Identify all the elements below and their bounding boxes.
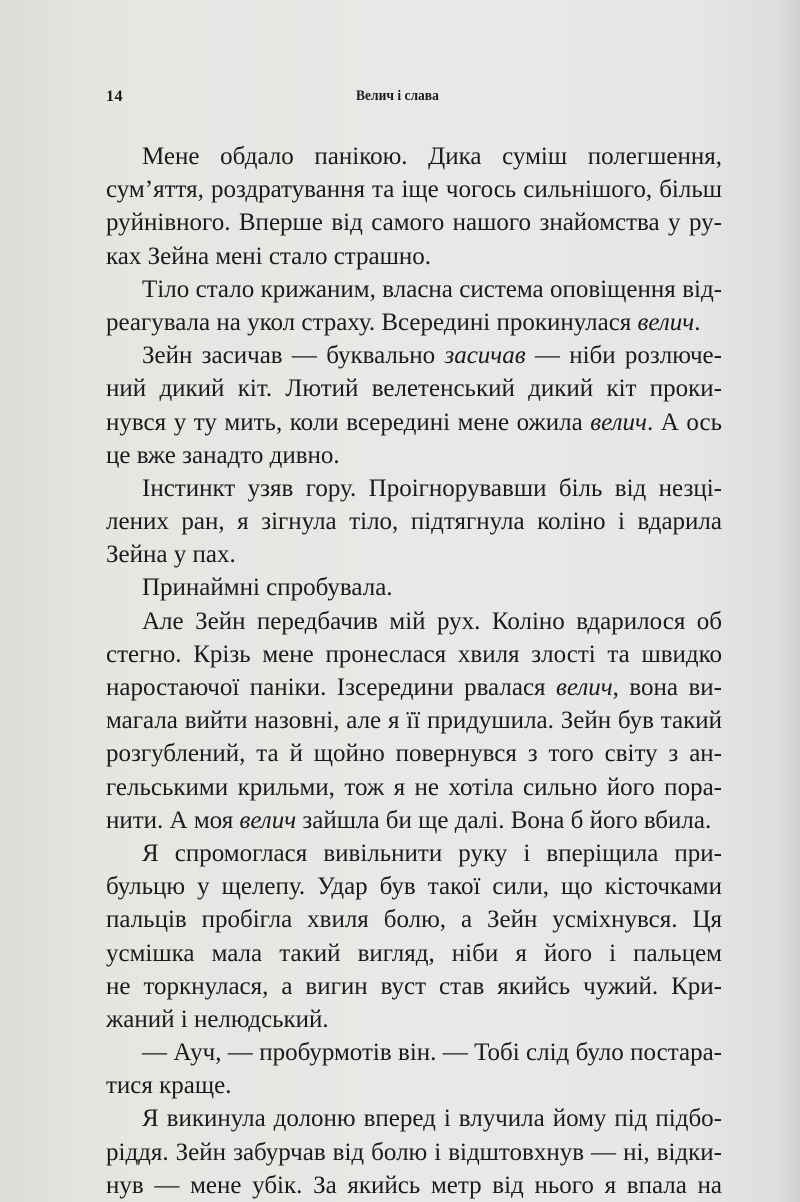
text-line: ний дикий кіт. Лютий велетенський дикий кіт проки- [106, 375, 722, 403]
text-run: зайшла би ще далі. Вона б його вбила. [296, 806, 712, 834]
paragraph [106, 571, 722, 604]
text-line: тися краще. [106, 1072, 232, 1100]
text-line: Зейна у пах. [106, 541, 236, 569]
text-run: реагувала на укол страху. Всередині прокинулася [106, 308, 638, 336]
text-line: стегно. Крізь мене пронеслася хвиля злості та швидко [106, 640, 722, 668]
italic-emphasis: велич [556, 674, 613, 701]
text-line: Але Зейн передбачив мій рух. Коліно вдарилося об [142, 607, 722, 635]
text-line [106, 339, 722, 372]
text-line: лених ран, я зігнула тіло, підтягнула коліно і вдарила [106, 508, 722, 536]
paragraph [106, 837, 722, 1036]
page-number: 14 [106, 88, 123, 105]
paragraph [106, 273, 722, 339]
running-header [106, 88, 722, 112]
text-run: наростаючої паніки. Ізсередини рвалася [106, 674, 557, 701]
text-line: Я викинула долоню вперед і влучила йому під підбо- [142, 1105, 722, 1133]
text-line: ріддя. Зейн забурчав від болю і відштовхнув — ні, відки- [106, 1138, 722, 1166]
text-run: — ніби розлюче- [525, 342, 722, 370]
text-line: Мене обдало панікою. Дика суміш полегшення, [142, 143, 722, 170]
text-run: , вона ви- [612, 674, 722, 701]
text-line: Тіло стало крижаним, власна система оповіщення від- [142, 275, 722, 303]
paragraph [106, 339, 722, 472]
text-line: руйнівного. Вперше від самого нашого знайомства у ру- [106, 209, 722, 237]
paragraph [106, 1102, 722, 1202]
italic-emphasis: засичав [444, 342, 526, 370]
text-run: Зейн засичав — буквально [142, 342, 445, 370]
text-line: ках Зейна мені стало страшно. [106, 242, 431, 270]
book-title: Велич і слава [356, 88, 439, 104]
text-line: гельськими крильми, тож я не хотіла сильно його пора- [106, 773, 722, 801]
text-line [106, 406, 722, 439]
italic-emphasis: велич [590, 408, 647, 436]
text-line: нув — мене убік. За якийсь метр від нього я впала на [106, 1171, 722, 1199]
italic-emphasis: велич [637, 308, 695, 336]
text-line: розгублений, та й щойно повернувся з того світу з ан- [106, 740, 722, 768]
text-run: . [694, 308, 701, 336]
text-line [106, 671, 722, 704]
text-line: жаний і нелюдський. [106, 1005, 329, 1033]
paragraph [106, 605, 722, 837]
paragraph [106, 472, 722, 572]
body-text [106, 140, 722, 1202]
text-line: пальців пробігла хвиля болю, а Зейн усміхнувся. Ця [106, 906, 722, 934]
paragraph [106, 1036, 722, 1102]
text-line: — Ауч, — пробурмотів він. — Тобі слід було постара- [142, 1039, 722, 1067]
text-line: Інстинкт узяв гору. Проігнорувавши біль від незці- [142, 474, 722, 502]
text-line: усмішка мала такий вигляд, ніби я його і пальцем [106, 939, 722, 967]
text-run: нити. А моя [106, 806, 240, 834]
text-line: це вже занадто дивно. [106, 441, 340, 469]
text-line [106, 306, 722, 339]
text-line: сум’яття, роздратування та іще чогось сильнішого, більш [106, 176, 722, 204]
text-run: . А ось [646, 408, 722, 436]
italic-emphasis: велич [239, 806, 297, 834]
paragraph [106, 140, 722, 273]
text-line [106, 804, 722, 837]
text-line: Принаймні спробувала. [142, 574, 393, 602]
text-run: нувся у ту мить, коли всередині мене ожила [106, 408, 591, 436]
text-line: Я спромоглася вивільнити руку і вперіщила при- [142, 839, 722, 867]
text-line: магала вийти назовні, але я її придушила. Зейн був такий [106, 707, 722, 735]
text-line: не торкнулася, а вигин вуст став якийсь чужий. Кри- [106, 972, 722, 1000]
text-line: бульцю у щелепу. Удар був такої сили, що кісточками [106, 873, 722, 901]
